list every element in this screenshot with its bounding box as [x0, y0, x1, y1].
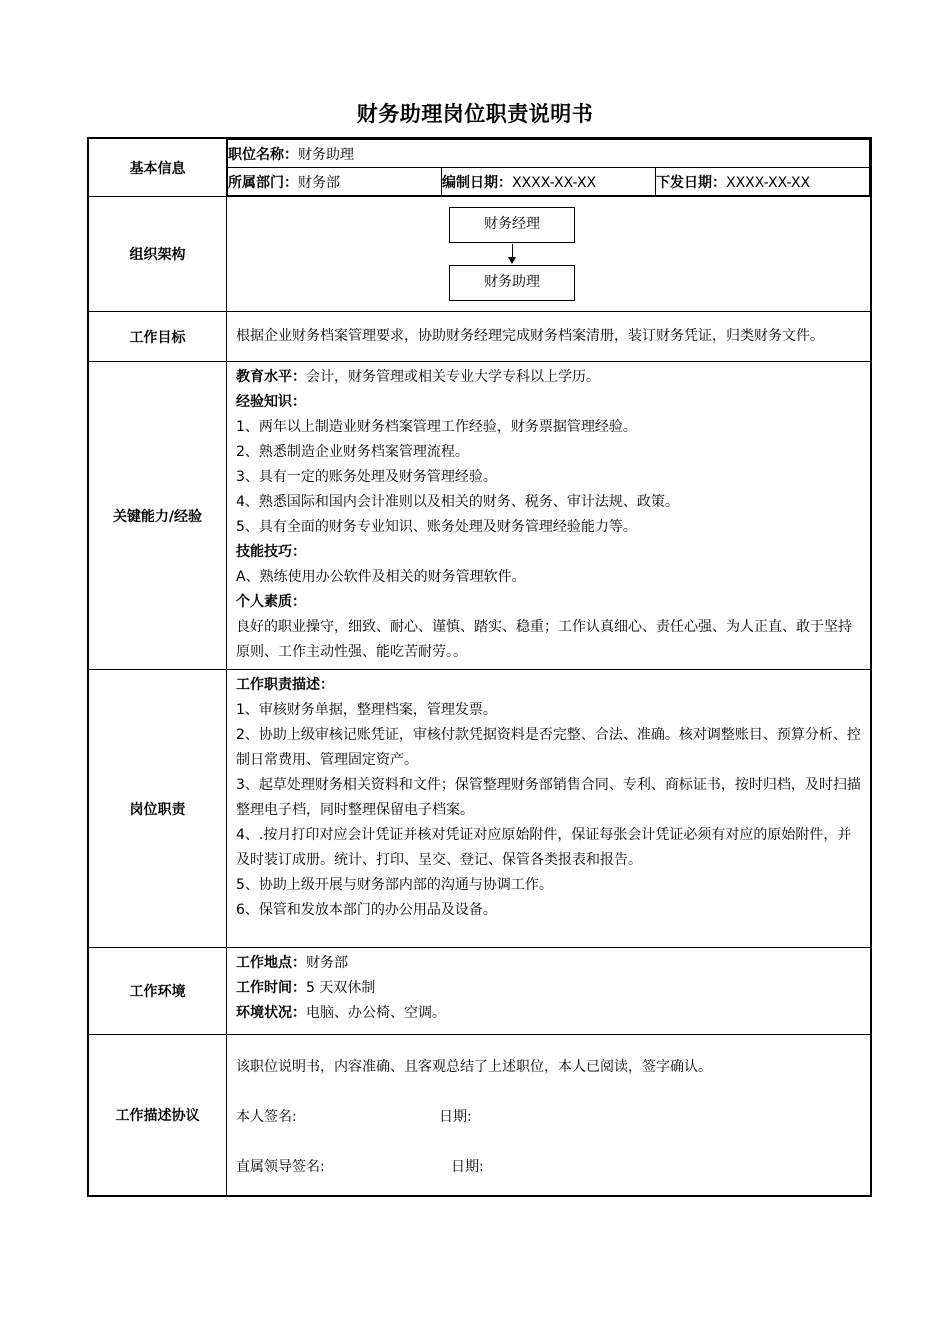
duty-item: 5、协助上级开展与财务部内部的沟通与协调工作。 [236, 877, 553, 893]
environment-cell [227, 948, 872, 1035]
agreement-row [88, 1035, 871, 1197]
work-condition-value: 电脑、办公椅、空调。 [306, 1005, 446, 1021]
issue-date-value: XXXX-XX-XX [726, 174, 811, 191]
department-key: 所属部门： [228, 174, 298, 191]
duties-cell [227, 670, 872, 948]
org-connector-line [512, 244, 513, 258]
education-value: 会计，财务管理或相关专业大学专科以上学历。 [306, 369, 600, 385]
environment-label: 工作环境 [88, 948, 227, 1035]
basic-info-cell [227, 138, 872, 197]
agreement-statement: 该职位说明书，内容准确、且客观总结了上述职位，本人已阅读，签字确认。 [236, 1059, 712, 1075]
org-chart-row [88, 197, 871, 312]
duty-item: 2、协助上级审核记账凭证，审核付款凭据资料是否完整、合法、准确。核对调整账目、预算分析、控制日常费用、管理固定资产。 [236, 727, 861, 768]
experience-item: 5、具有全面的财务专业知识、账务处理及财务管理经验能力等。 [236, 519, 637, 535]
position-name-key: 职位名称： [228, 146, 298, 163]
self-date-label: 日期: [439, 1109, 472, 1125]
compile-date-field [442, 168, 656, 196]
duties-heading: 工作职责描述： [236, 677, 334, 693]
education-key: 教育水平： [236, 369, 306, 385]
work-condition-line [236, 1001, 861, 1026]
skill-item: A、熟练使用办公软件及相关的财务管理软件。 [236, 569, 526, 585]
quality-heading: 个人素质： [236, 594, 306, 610]
agreement-cell [227, 1035, 872, 1197]
issue-date-field [656, 168, 870, 196]
experience-item: 4、熟悉国际和国内会计准则以及相关的财务、税务、审计法规、政策。 [236, 494, 679, 510]
ability-label: 关键能力/经验 [88, 362, 227, 670]
work-goal-row [88, 312, 871, 362]
ability-content [227, 362, 870, 669]
duty-item: 6、保管和发放本部门的办公用品及设备。 [236, 902, 497, 918]
org-box-finance-assistant: 财务助理 [449, 265, 575, 301]
self-signature-label: 本人签名: [236, 1109, 297, 1125]
work-condition-key: 环境状况： [236, 1005, 306, 1021]
work-time-key: 工作时间： [236, 980, 306, 996]
leader-signature-label: 直属领导签名: [236, 1159, 325, 1175]
issue-date-key: 下发日期： [656, 174, 726, 191]
environment-row [88, 948, 871, 1035]
org-chart [227, 197, 870, 311]
work-goal-text: 根据企业财务档案管理要求，协助财务经理完成财务档案清册，装订财务凭证，归类财务文件。 [236, 327, 824, 344]
education-line [236, 365, 861, 390]
work-place-line [236, 951, 861, 976]
agreement-content [227, 1035, 870, 1195]
agreement-label: 工作描述协议 [88, 1035, 227, 1197]
work-time-line [236, 976, 861, 1001]
work-time-value: 5 天双休制 [306, 980, 376, 996]
org-box-finance-manager: 财务经理 [449, 207, 575, 243]
basic-info-row [88, 138, 871, 197]
department-field [228, 168, 442, 196]
department-value: 财务部 [298, 174, 340, 191]
skill-heading: 技能技巧： [236, 544, 306, 560]
work-goal-cell [227, 312, 872, 362]
leader-date-label: 日期: [451, 1159, 484, 1175]
experience-heading: 经验知识： [236, 394, 306, 410]
environment-content [227, 948, 870, 1034]
job-description-table [87, 137, 872, 1197]
document-title: 财务助理岗位职责说明书 [356, 102, 594, 126]
duty-item: 3、起草处理财务相关资料和文件；保管整理财务部销售合同、专利、商标证书，按时归档，及时扫描整理电子档，同时整理保留电子档案。 [236, 777, 861, 818]
duties-label: 岗位职责 [88, 670, 227, 948]
compile-date-key: 编制日期： [442, 174, 512, 191]
position-name-field [228, 140, 870, 168]
position-name-value: 财务助理 [298, 146, 354, 163]
arrow-down-icon [508, 257, 516, 264]
duties-content [227, 670, 870, 947]
experience-item: 2、熟悉制造企业财务档案管理流程。 [236, 444, 469, 460]
work-place-key: 工作地点： [236, 955, 306, 971]
compile-date-value: XXXX-XX-XX [512, 174, 597, 191]
work-place-value: 财务部 [306, 955, 348, 971]
basic-info-label: 基本信息 [88, 138, 227, 197]
duties-row [88, 670, 871, 948]
duty-item: 1、审核财务单据，整理档案，管理发票。 [236, 702, 497, 718]
org-chart-label: 组织架构 [88, 197, 227, 312]
ability-cell [227, 362, 872, 670]
quality-text: 良好的职业操守，细致、耐心、谨慎、踏实、稳重；工作认真细心、责任心强、为人正直、敢于坚持原则、工作主动性强、能吃苦耐劳。。 [236, 619, 852, 660]
experience-item: 3、具有一定的账务处理及财务管理经验。 [236, 469, 497, 485]
ability-row [88, 362, 871, 670]
org-chart-cell [227, 197, 872, 312]
experience-item: 1、两年以上制造业财务档案管理工作经验，财务票据管理经验。 [236, 419, 637, 435]
duty-item: 4、.按月打印对应会计凭证并核对凭证对应原始附件，保证每张会计凭证必须有对应的原始附件，并及时装订成册。统计、打印、呈交、登记、保管各类报表和报告。 [236, 827, 852, 868]
work-goal-label: 工作目标 [88, 312, 227, 362]
